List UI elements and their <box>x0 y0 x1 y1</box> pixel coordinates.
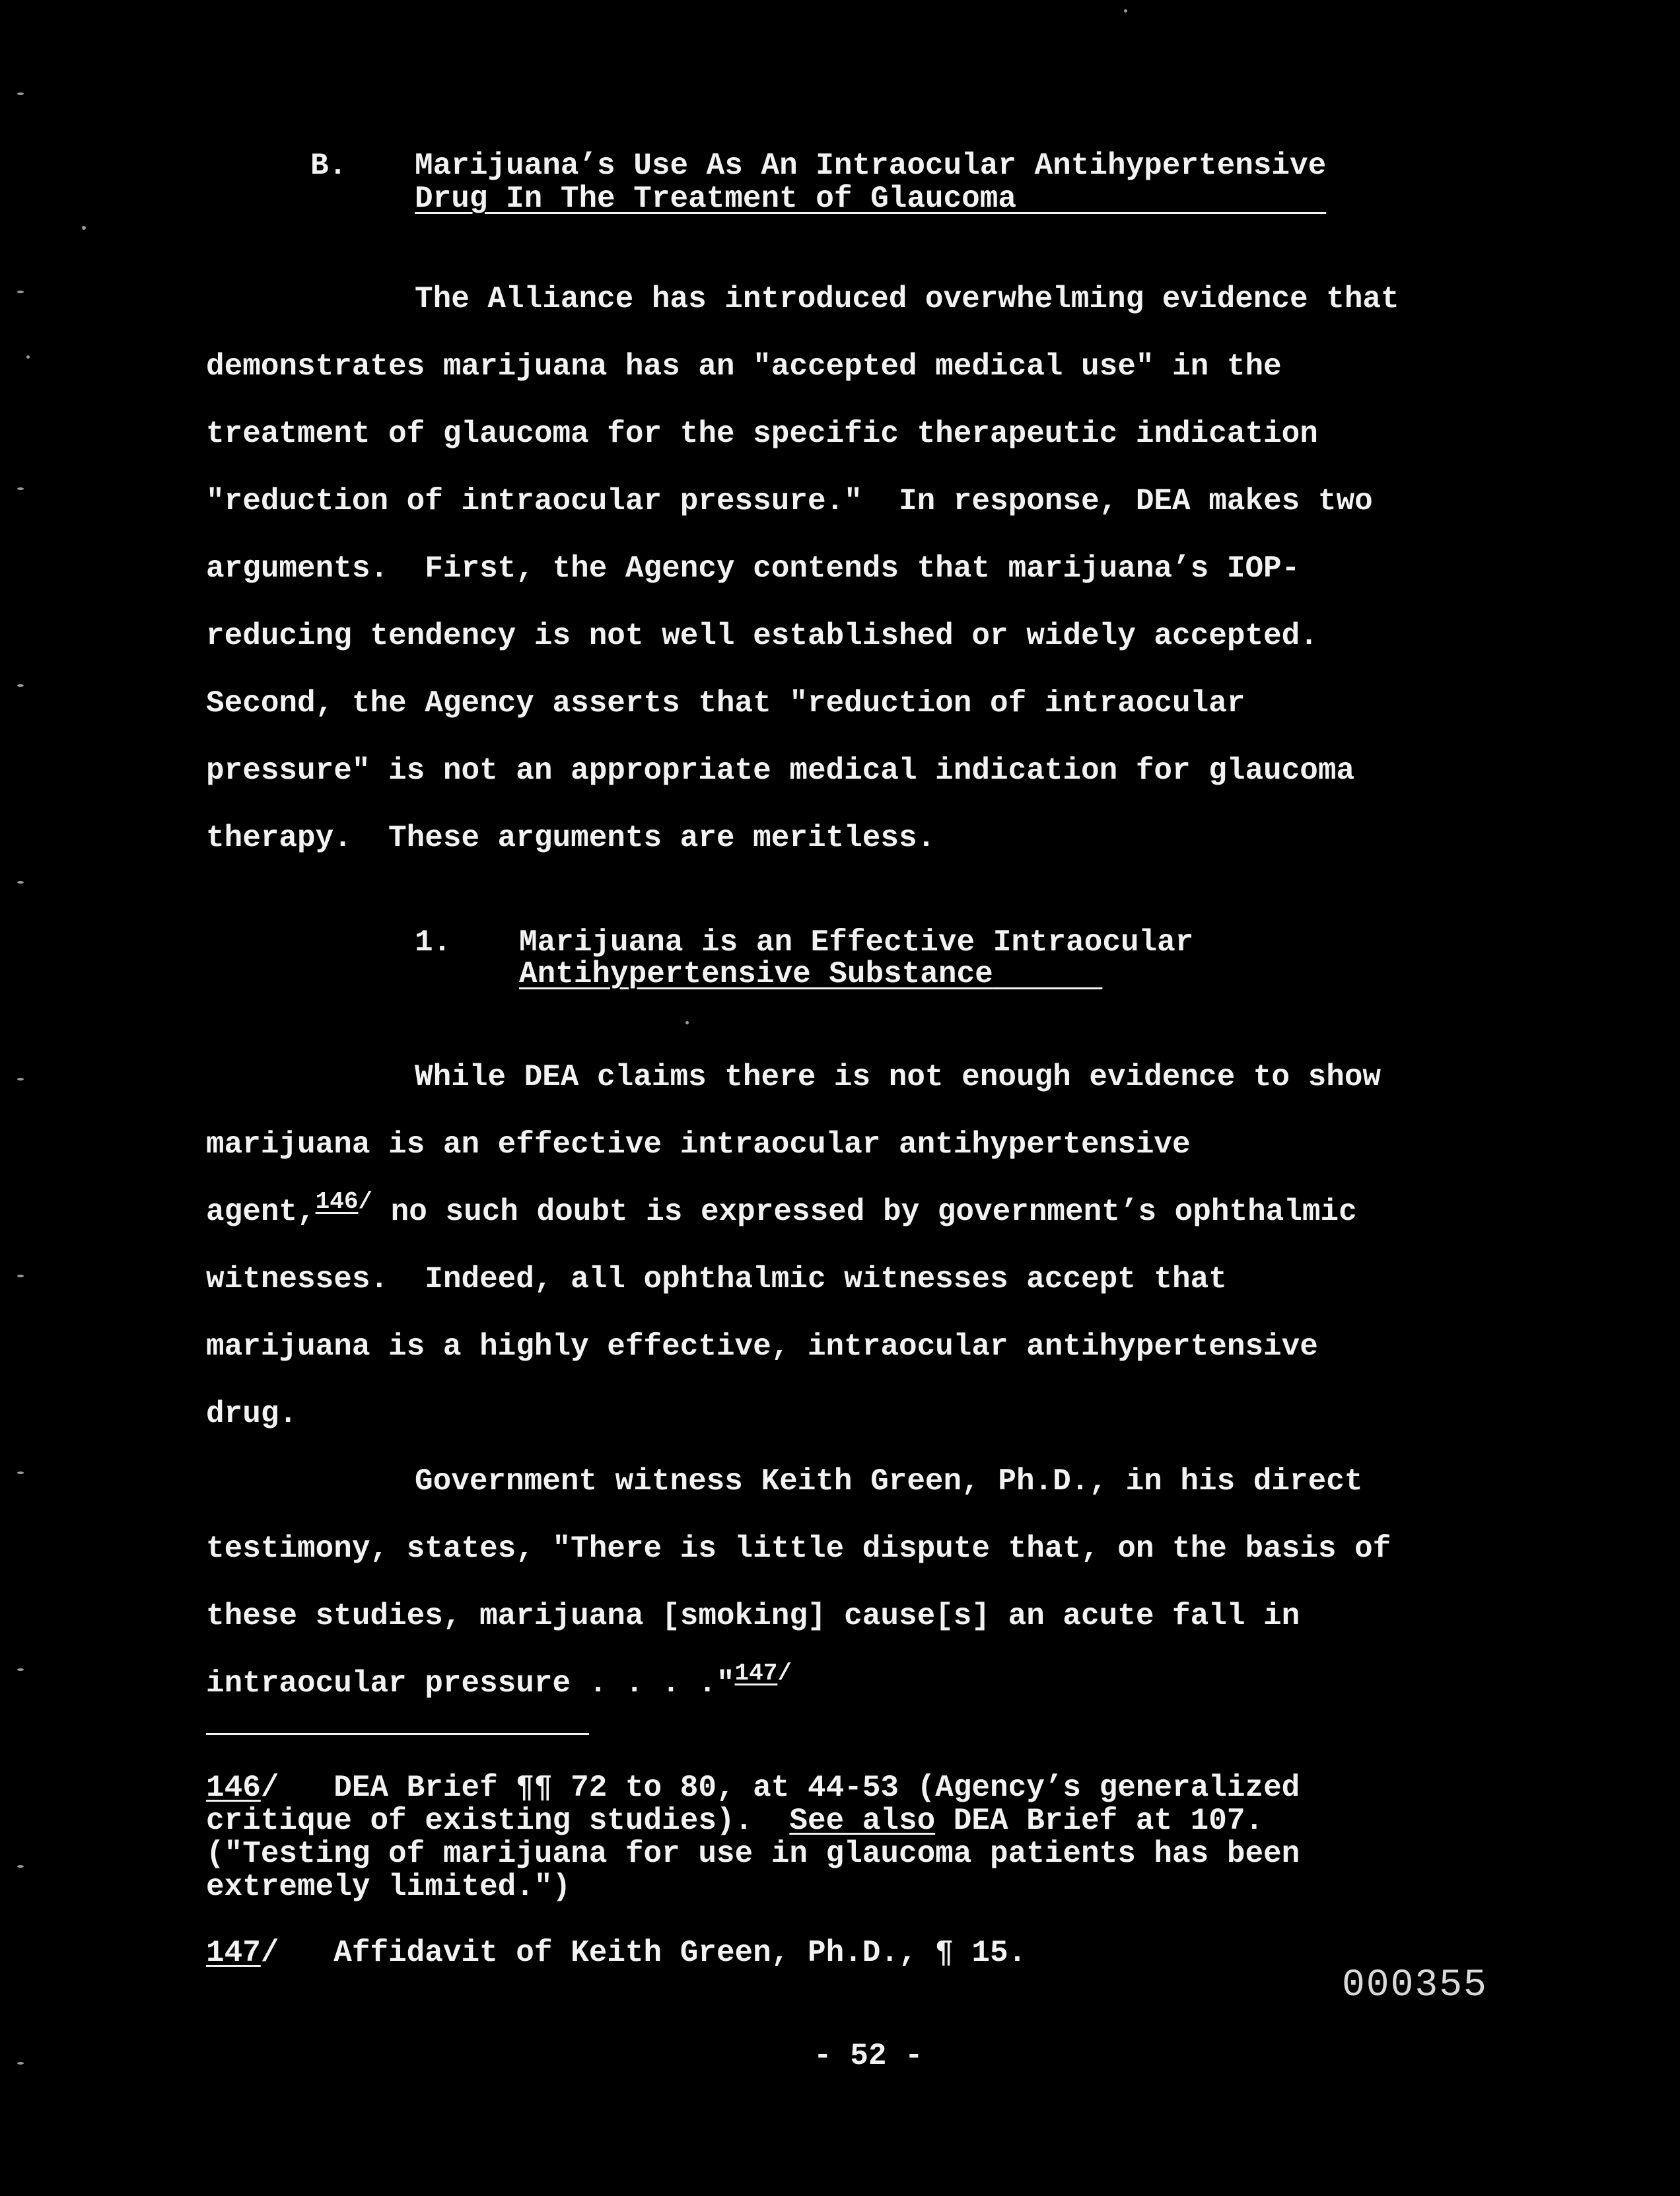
footnote-146-line2-post: DEA Brief at 107. <box>935 1804 1264 1838</box>
para1-line1: The Alliance has introduced overwhelming evidence that <box>415 282 1399 316</box>
scan-speck <box>17 1471 24 1474</box>
scan-speck <box>17 684 24 687</box>
scan-speck <box>17 92 24 95</box>
section-b-title-line2-text: Drug In The Treatment of Glaucoma <box>415 182 1016 216</box>
subsection-1-title-line2 <box>519 959 1102 989</box>
footnote-147-marker: 147 <box>206 1936 261 1970</box>
section-b-title-line1: Marijuana’s Use As An Intraocular Antihypertensive <box>415 149 1327 183</box>
subsection-1-title-line1: Marijuana is an Effective Intraocular <box>519 925 1194 960</box>
para3-line4-pre: intraocular pressure . . . .″ <box>206 1666 735 1701</box>
scan-speck <box>685 1021 689 1024</box>
para1-line5: arguments. First, the Agency contends that marijuana’s IOP- <box>206 551 1300 586</box>
para1-line9: therapy. These arguments are meritless. <box>206 821 936 855</box>
scan-speck <box>17 291 24 293</box>
footnote-146-line3: (″Testing of marijuana for use in glaucoma patients has been <box>206 1837 1300 1871</box>
footnote-ref-146-slash: / <box>358 1188 373 1215</box>
section-b-title-underline-tail <box>1016 182 1326 216</box>
scan-speck <box>17 1078 24 1080</box>
subsection-1-title-underline-tail <box>993 957 1103 991</box>
para1-line8: pressure″ is not an appropriate medical indication for glaucoma <box>206 754 1355 788</box>
para3-line3: these studies, marijuana [smoking] cause[s] an acute fall in <box>206 1599 1300 1633</box>
footnote-146-line2 <box>206 1806 1263 1836</box>
scan-speck <box>17 487 24 490</box>
scan-speck <box>82 226 86 230</box>
section-b-title-line2 <box>415 184 1326 214</box>
para1-line2: demonstrates marijuana has an ″accepted medical use″ in the <box>206 349 1282 384</box>
footnote-ref-146[interactable]: 146 <box>315 1188 359 1215</box>
footnote-ref-147[interactable]: 147 <box>734 1660 778 1687</box>
para1-line7: Second, the Agency asserts that ″reduction of intraocular <box>206 686 1245 721</box>
scan-speck <box>17 1275 24 1277</box>
footnote-146-see-also: See also <box>789 1804 936 1838</box>
para2-line2: marijuana is an effective intraocular antihypertensive <box>206 1127 1191 1162</box>
scan-speck <box>17 2062 24 2065</box>
para2-line3-pre: agent, <box>206 1195 316 1229</box>
subsection-1-title-line2-text: Antihypertensive Substance <box>519 957 993 991</box>
footnote-146-line2-pre: critique of existing studies). <box>206 1804 790 1838</box>
para2-line4: witnesses. Indeed, all ophthalmic witnesses accept that <box>206 1262 1227 1296</box>
scan-speck <box>1124 9 1127 13</box>
footnote-146-line1 <box>206 1773 1300 1803</box>
para2-line3 <box>206 1188 1357 1229</box>
footnote-146-marker: 146 <box>206 1771 261 1805</box>
scan-speck <box>17 881 24 884</box>
para2-line1: While DEA claims there is not enough evidence to show <box>415 1060 1382 1094</box>
footnote-146-line4: extremely limited.″) <box>206 1870 571 1904</box>
footnote-147-slash: / <box>260 1936 279 1970</box>
scan-speck <box>26 355 30 359</box>
para2-line5: marijuana is a highly effective, intraocular antihypertensive <box>206 1329 1318 1364</box>
footnote-147-text: Affidavit of Keith Green, Ph.D., ¶ 15. <box>279 1936 1027 1970</box>
para3-line1: Government witness Keith Green, Ph.D., in his direct <box>415 1464 1363 1499</box>
page-number: - 52 - <box>814 2039 923 2073</box>
para2-line6: drug. <box>206 1397 298 1431</box>
scan-speck <box>17 1865 24 1868</box>
footnote-146-slash: / <box>260 1771 279 1805</box>
section-b-label: B. <box>310 149 347 183</box>
para1-line6: reducing tendency is not well established or widely accepted. <box>206 619 1318 653</box>
subsection-1-label: 1. <box>415 925 452 960</box>
footnote-147 <box>206 1938 1026 1968</box>
footnote-separator <box>206 1733 589 1735</box>
bates-stamp: 000355 <box>1342 1964 1488 2007</box>
para3-line2: testimony, states, ″There is little dispute that, on the basis of <box>206 1532 1391 1566</box>
footnote-ref-147-slash: / <box>777 1660 792 1687</box>
para2-line3-post: no such doubt is expressed by government’s ophthalmic <box>372 1195 1357 1229</box>
para3-line4 <box>206 1660 792 1701</box>
para1-line4: ″reduction of intraocular pressure.″ In response, DEA makes two <box>206 484 1373 518</box>
footnote-146-text-line1: DEA Brief ¶¶ 72 to 80, at 44-53 (Agency’s generalized <box>279 1771 1300 1805</box>
para1-line3: treatment of glaucoma for the specific therapeutic indication <box>206 417 1318 451</box>
scan-speck <box>17 1668 24 1671</box>
